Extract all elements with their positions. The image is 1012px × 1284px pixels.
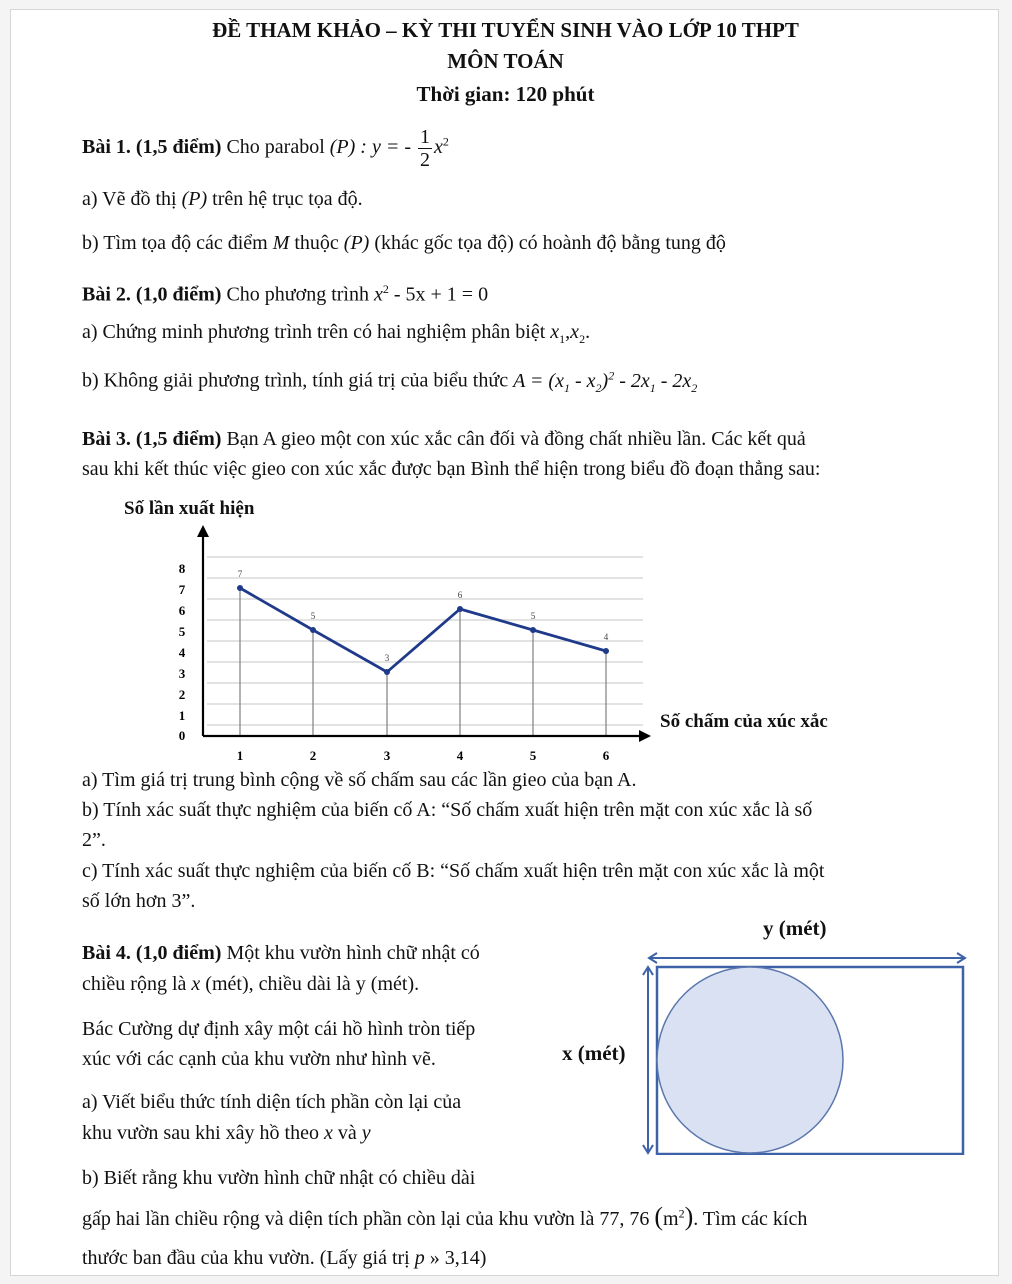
svg-text:5: 5: [178, 624, 186, 639]
bai4-part-a-line2: [82, 1122, 371, 1145]
math: x: [323, 1122, 333, 1144]
bai4-statement-line1: [82, 942, 480, 965]
bai1-statement: [82, 126, 449, 171]
bai1-fraction: [418, 126, 432, 171]
math: (P): [181, 188, 208, 210]
bai3-part-b-line1: b) Tính xác suất thực nghiệm của biến cố A: “Số chấm xuất hiện trên mặt con xúc xắc là số: [82, 799, 813, 821]
text: Một khu vườn hình chữ nhật có: [226, 942, 480, 964]
svg-text:3: 3: [383, 748, 391, 763]
chart-y-ticks: [179, 561, 186, 743]
text: và: [337, 1122, 357, 1144]
bai3-statement-line2: sau khi kết thúc việc gieo con xúc xắc được bạn Bình thể hiện trong biểu đồ đoạn thẳng sau:: [82, 458, 821, 480]
text: b) Tìm tọa độ các điểm: [82, 232, 268, 254]
bai2-label: Bài 2. (1,0 điểm): [82, 283, 222, 306]
bai4-part-b-line2: [82, 1202, 807, 1232]
text: thuộc: [294, 232, 339, 254]
width-arrow-icon: [649, 953, 965, 963]
text: gấp hai lần chiều rộng và diện tích phần còn lại của khu vườn là: [82, 1208, 595, 1230]
svg-text:6: 6: [602, 748, 610, 763]
text: . Tìm các kích: [693, 1208, 808, 1230]
chart-series-line: [240, 588, 606, 672]
figure-top-label: y (mét): [763, 916, 827, 940]
bai4-part-a-line1: a) Viết biểu thức tính diện tích phần còn lại của: [82, 1091, 462, 1113]
svg-text:5: 5: [529, 748, 537, 763]
text: a) Vẽ đồ thị: [82, 188, 177, 210]
subscript: 1: [649, 380, 656, 395]
svg-text:5: 5: [530, 611, 536, 621]
svg-text:4: 4: [456, 748, 464, 763]
bai1-intro: Cho parabol: [226, 136, 325, 159]
bai1-part-b: [82, 232, 726, 255]
exponent: 2: [382, 282, 389, 296]
text: chiều rộng là: [82, 973, 187, 995]
math: - 2x: [655, 369, 692, 392]
exam-page: [10, 9, 999, 1276]
exam-time: Thời gian: 120 phút: [416, 82, 595, 106]
line-chart: [151, 525, 671, 775]
svg-text:6: 6: [457, 590, 463, 600]
subject-title: MÔN TOÁN: [447, 49, 564, 73]
math: x: [550, 321, 560, 343]
subscript: 2: [691, 380, 698, 395]
fraction-denominator: 2: [419, 149, 430, 171]
math: x: [570, 321, 580, 343]
bai4-part-b-line1: b) Biết rằng khu vườn hình chữ nhật có chiều dài: [82, 1167, 476, 1189]
chart-x-ticks: [237, 748, 610, 763]
bai4-label: Bài 4. (1,0 điểm): [82, 942, 222, 964]
svg-text:1: 1: [178, 708, 186, 723]
math: ): [601, 369, 609, 392]
svg-text:7: 7: [178, 582, 186, 597]
bai1-part-a: [82, 188, 363, 211]
garden-figure: [631, 940, 971, 1155]
chart-y-axis-label: Số lần xuất hiện: [124, 498, 255, 519]
math: y: [361, 1122, 371, 1144]
text: Bạn A gieo một con xúc xắc cân đối và đồng chất nhiều lần. Các kết quả: [226, 428, 806, 450]
bai1-label: Bài 1. (1,5 điểm): [82, 136, 222, 159]
bai2-statement: [82, 282, 488, 307]
text: (khác gốc tọa độ) có hoành độ bằng tung độ: [374, 232, 726, 254]
text: thước ban đầu của khu vườn. (Lấy giá trị: [82, 1247, 410, 1269]
svg-text:1: 1: [236, 748, 244, 763]
math: (P): [343, 232, 370, 254]
math: p: [414, 1247, 425, 1269]
svg-text:6: 6: [178, 603, 186, 618]
text: a) Chứng minh phương trình trên có hai nghiệm phân biệt: [82, 321, 546, 343]
figure-side-label: x (mét): [562, 1041, 626, 1065]
bai2-part-b: [82, 368, 697, 396]
exam-title: ĐỀ THAM KHẢO – KỲ THI TUYỂN SINH VÀO LỚP 10 THPT: [212, 18, 799, 42]
bai4-statement-line2: [82, 973, 419, 996]
text: .: [585, 321, 591, 343]
text: » 3,14): [429, 1247, 487, 1269]
text: (mét).: [370, 973, 420, 995]
exponent: 2: [678, 1206, 685, 1221]
svg-text:7: 7: [237, 569, 243, 579]
text: trên hệ trục tọa độ.: [212, 188, 363, 210]
height-arrow-icon: [643, 967, 653, 1153]
exponent: 2: [608, 368, 615, 382]
unit: m: [663, 1208, 679, 1230]
math: - x: [569, 369, 596, 392]
chart-data-labels: [238, 569, 609, 663]
math: x: [373, 283, 383, 306]
svg-text:5: 5: [310, 611, 316, 621]
fraction-numerator: 1: [419, 126, 430, 148]
math: x: [191, 973, 201, 995]
subscript: 1: [563, 380, 570, 395]
bai4-desc-line1: Bác Cường dự định xây một cái hồ hình tròn tiếp: [82, 1018, 476, 1040]
bai2-part-a: [82, 321, 590, 347]
svg-text:8: 8: [178, 561, 186, 576]
bai1-formula-rhs: x: [433, 136, 443, 159]
svg-text:2: 2: [178, 687, 186, 702]
bai2-expression: [513, 368, 698, 395]
subscript: 2: [579, 332, 586, 346]
bai4-desc-line2: xúc với các cạnh của khu vườn như hình vẽ.: [82, 1048, 436, 1070]
bai4-part-b-line3: [82, 1247, 486, 1270]
text: (mét), chiều dài là: [205, 973, 351, 995]
bai3-part-c-line1: c) Tính xác suất thực nghiệm của biến cố B: “Số chấm xuất hiện trên mặt con xúc xắc là một: [82, 860, 825, 882]
math: M: [272, 232, 290, 254]
subscript: 2: [595, 380, 602, 395]
bai3-statement-line1: [82, 428, 806, 451]
bai1-exponent: 2: [442, 134, 449, 149]
svg-text:3: 3: [384, 653, 390, 663]
paren: ): [684, 1202, 694, 1231]
text: ,: [565, 321, 571, 343]
svg-text:4: 4: [603, 632, 609, 642]
pond-circle: [657, 967, 843, 1153]
bai2-intro: Cho phương trình: [226, 283, 369, 306]
bai3-part-b-line2: 2”.: [82, 829, 106, 851]
subscript: 1: [559, 332, 566, 346]
bai3-part-a: a) Tìm giá trị trung bình cộng về số chấm sau các lần gieo của bạn A.: [82, 769, 637, 791]
svg-text:4: 4: [178, 645, 186, 660]
math: A = (x: [513, 369, 564, 392]
bai1-formula-lhs: (P) : y = -: [329, 136, 411, 159]
text: b) Không giải phương trình, tính giá trị của biểu thức: [82, 369, 509, 392]
math: y: [355, 973, 366, 995]
text: khu vườn sau khi xây hồ theo: [82, 1122, 319, 1144]
math: - 2x: [614, 369, 650, 392]
area-value: 77, 76: [599, 1208, 650, 1230]
bai3-part-c-line2: số lớn hơn 3”.: [82, 890, 196, 912]
bai3-label: Bài 3. (1,5 điểm): [82, 428, 222, 450]
svg-text:0: 0: [178, 728, 186, 743]
svg-text:2: 2: [309, 748, 317, 763]
svg-text:3: 3: [178, 666, 186, 681]
paren: (: [654, 1202, 664, 1231]
math: - 5x + 1 = 0: [388, 283, 489, 306]
chart-x-axis-label: Số chấm của xúc xắc: [660, 711, 828, 732]
